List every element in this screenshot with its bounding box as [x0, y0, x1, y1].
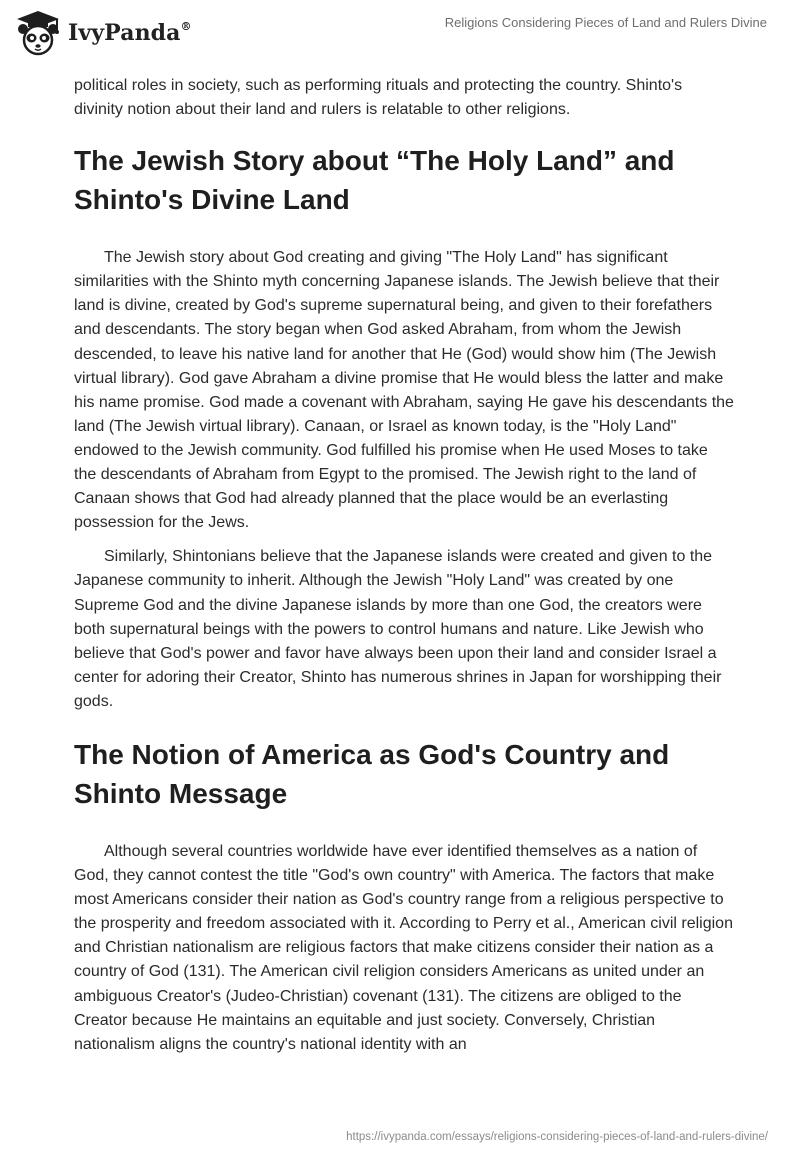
essay-content: [74, 72, 734, 1057]
section-heading-jewish-holy-land: The Jewish Story about “The Holy Land” and Shinto's Divine Land: [74, 145, 675, 216]
page-header: [0, 0, 800, 72]
logo-wordmark: IvyPanda®: [68, 19, 192, 46]
section2-paragraph-1: Although several countries worldwide have ever identified themselves as a nation of God, they cannot contest the title "God's own country" with America. The factors that make most Americans consider their nation as God's country range from a religious perspective to the prosperity and freedom associated with it. According to Perry et al., American civil religion and Christian nationalism are religious factors that make citizens consider their nation as a country of God (131). The American civil religion considers Americans as united under an ambiguous Creator's (Judeo-Christian) covenant (131). The citizens are obliged to the Creator because He maintains an equitable and just society. Conversely, Christian nationalism aligns the country's national identity with an: [74, 842, 733, 1053]
panda-graduate-icon: [14, 9, 62, 57]
section1-paragraph-2: Similarly, Shintonians believe that the Japanese islands were created and given to the Japanese community to inherit. Although the Jewish "Holy Land" was created by one Supreme God and the divine Japanese islands by more than one God, the creators were both supernatural beings with the powers to control humans and nature. Like Jewish who believe that God's power and favor have always been upon their land and consider Israel a center for adoring their Creator, Shinto has numerous shrines in Japan for worshipping their gods.: [74, 548, 722, 710]
section1-paragraph-1: The Jewish story about God creating and giving "The Holy Land" has significant similarities with the Shinto myth concerning Japanese islands. The Jewish believe that their land is divine, created by God's supreme supernatural being, and given to their forefathers and descendants. The story began when God asked Abraham, from whom the Jewish descended, to leave his native land for another that He (God) would show him (The Jewish virtual library). God gave Abraham a divine promise that He would bless the latter and make his name promise. God made a covenant with Abraham, saying He gave his descendants the land (The Jewish virtual library). Canaan, or Israel as known today, is the "Holy Land" endowed to the Jewish community. God fulfilled his promise when He used Moses to take the descendants of Abraham from Egypt to the promised. The Jewish right to the land of Canaan shows that God had already planned that the place would be an everlasting possession for the Jews.: [74, 249, 734, 532]
section-heading-america-gods-country: The Notion of America as God's Country and Shinto Message: [74, 738, 670, 809]
source-url[interactable]: https://ivypanda.com/essays/religions-considering-pieces-of-land-and-rulers-divine/: [346, 1131, 768, 1143]
ivypanda-logo[interactable]: [14, 9, 192, 57]
intro-paragraph: political roles in society, such as performing rituals and protecting the country. Shinto's divinity notion about their land and rulers is relatable to other religions.: [74, 77, 683, 119]
document-title: Religions Considering Pieces of Land and Rulers Divine: [444, 15, 767, 30]
